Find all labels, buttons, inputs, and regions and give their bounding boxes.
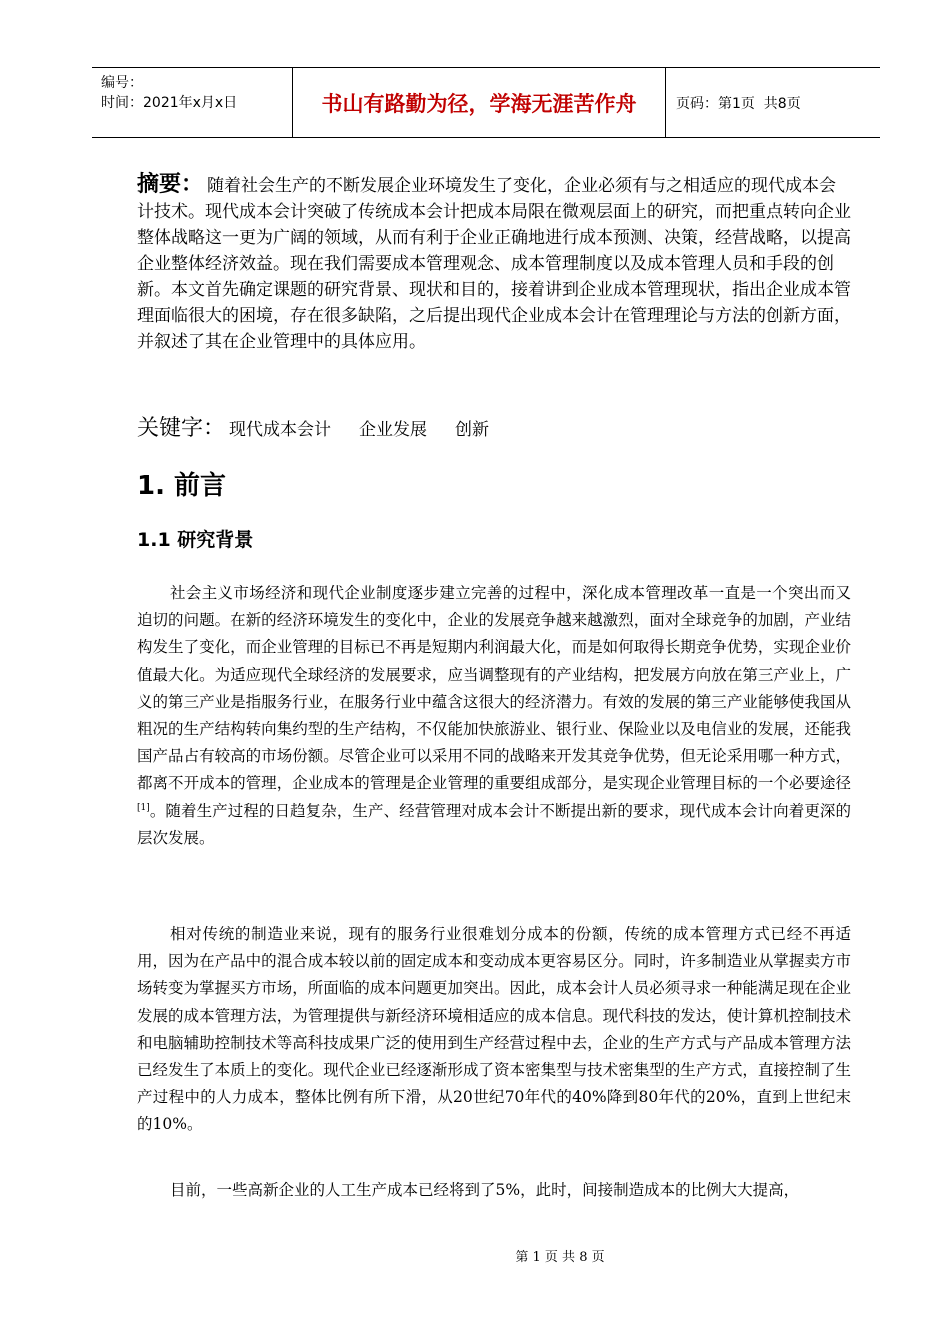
abstract-paragraph	[137, 172, 851, 355]
keyword-item: 现代成本会计	[229, 420, 332, 440]
keywords-line	[137, 411, 851, 442]
keyword-item: 企业发展	[359, 420, 428, 440]
document-number-label: 编号：	[101, 75, 143, 91]
body-paragraph: 相对传统的制造业来说，现有的服务行业很难划分成本的份额，传统的成本管理方式已经不再适用，因为在产品中的混合成本较以前的固定成本和变动成本更容易区分。同时，许多制造业从掌握卖方市场转变为掌握买方市场，所面临的成本问题更加突出。因此，成本会计人员必须寻求一种能满足现在企业发展的成本管理方法，为管理提供与新经济环境相适应的成本信息。现代科技的发达，使计算机控制技术和电脑辅助控制技术等高科技成果广泛的使用到生产经营过程中去，企业的生产方式与产品成本管理方法已经发生了本质上的变化。现代企业已经逐渐形成了资本密集型与技术密集型的生产方式，直接控制了生产过程中的人力成本，整体比例有所下滑，从20世纪70年代的40%降到80年代的20%，直到上世纪末的10%。	[137, 925, 851, 1134]
paragraph-text: 社会主义市场经济和现代企业制度逐步建立完善的过程中，深化成本管理改革一直是一个突出而又迫切的问题。在新的经济环境发生的变化中，企业的发展竞争越来越激烈，面对全球竞争的加剧，产业结构发生了变化，而企业管理的目标已不再是短期内利润最大化，而是如何取得长期竞争优势，实现企业价值最大化。为适应现代全球经济的发展要求，应当调整现有的产业结构，把发展方向放在第三产业上，广义的第三产业是指服务行业，在服务行业中蕴含这很大的经济潜力。有效的发展的第三产业能够使我国从粗况的生产结构转向集约型的生产结构，不仅能加快旅游业、银行业、保险业以及电信业的发展，还能我国产品占有较高的市场份额。尽管企业可以采用不同的战略来开发其竞争优势，但无论采用哪一种方式，都离不开成本的管理，企业成本的管理是企业管理的重要组成部分，是实现企业管理目标的一个必要途径	[137, 584, 851, 793]
footer-page-number: 第 1 页 共 8 页	[515, 1250, 605, 1265]
document-header	[92, 67, 880, 138]
header-page-label: 页码：第1页 共8页	[676, 95, 801, 112]
document-time-label: 时间：2021年x月x日	[101, 95, 238, 111]
header-info-cell	[92, 68, 293, 137]
abstract-text: 随着社会生产的不断发展企业环境发生了变化，企业必须有与之相适应的现代成本会计技术。现代成本会计突破了传统成本会计把成本局限在微观层面上的研究，而把重点转向企业整体战略这一更为广阔的领域，从而有利于企业正确地进行成本预测、决策，经营战略，以提高企业整体经济效益。现在我们需要成本管理观念、成本管理制度以及成本管理人员和手段的创新。本文首先确定课题的研究背景、现状和目的，接着讲到企业成本管理现状，指出企业成本管理面临很大的困境，存在很多缺陷，之后提出现代企业成本会计在管理理论与方法的创新方面，并叙述了其在企业管理中的具体应用。	[137, 176, 851, 352]
header-page-cell	[666, 68, 880, 137]
keywords-label: 关键字：	[137, 416, 226, 441]
page-footer	[0, 1246, 950, 1265]
citation-reference: [1]	[137, 802, 150, 813]
abstract-label: 摘要：	[137, 172, 204, 197]
keyword-item: 创新	[455, 420, 490, 440]
paragraph-text: 。随着生产过程的日趋复杂，生产、经营管理对成本会计不断提出新的要求，现代成本会计向着更深的层次发展。	[137, 801, 851, 847]
subsection-heading-research-background: 1.1 研究背景	[137, 529, 254, 551]
body-paragraph	[137, 580, 851, 852]
body-paragraph: 目前，一些高新企业的人工生产成本已经将到了5%，此时，间接制造成本的比例大大提高，	[170, 1181, 800, 1199]
header-motto: 书山有路勤为径，学海无涯苦作舟	[293, 68, 666, 137]
section-heading-preface: 1. 前言	[137, 471, 227, 501]
